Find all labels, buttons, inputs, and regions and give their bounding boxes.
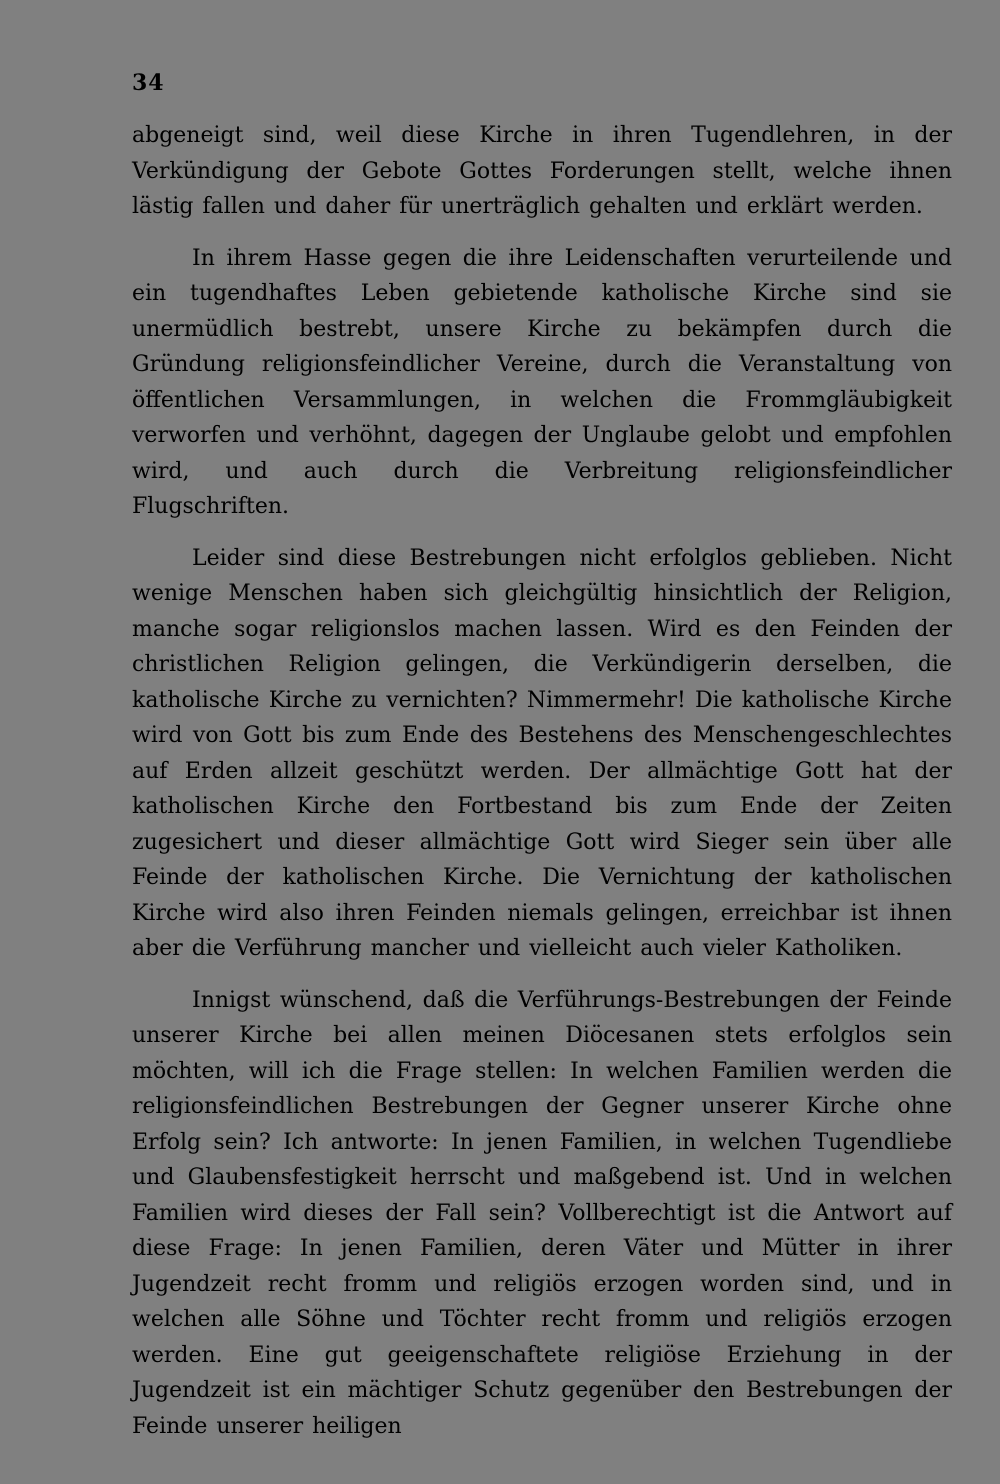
paragraph-4: Innigst wünschend, daß die Verführungs-Bestrebungen der Feinde unserer Kirche bei allen meinen Diöcesanen stets erfolglos sein möchten, will ich die Frage stellen: In welchen Familien werden die religionsfeindlichen Bestrebungen der Gegner unserer Kirche ohne Erfolg sein? Ich antworte: In jenen Familien, in welchen Tugendliebe und Glaubensfestigkeit herrscht und maßgebend ist. Und in welchen Familien wird dieses der Fall sein? Vollberechtigt ist die Antwort auf diese Frage: In jenen Familien, deren Väter und Mütter in ihrer Jugendzeit recht fromm und religiös erzogen worden sind, und in welchen alle Söhne und Töchter recht fromm und religiös erzogen werden. Eine gut geeigenschaftete religiöse Erziehung in der Jugendzeit ist ein mächtiger Schutz gegenüber den Bestrebungen der Feinde unserer heiligen [132, 987, 952, 1439]
paragraph-3: Leider sind diese Bestrebungen nicht erfolglos geblieben. Nicht wenige Menschen haben sich gleichgültig hinsichtlich der Religion, manche sogar religionslos machen lassen. Wird es den Feinden der christlichen Religion gelingen, die Verkündigerin derselben, die katholische Kirche zu vernichten? Nimmermehr! Die katholische Kirche wird von Gott bis zum Ende des Bestehens des Menschengeschlechtes auf Erden allzeit geschützt werden. Der allmächtige Gott hat der katholischen Kirche den Fortbestand bis zum Ende der Zeiten zugesichert und dieser allmächtige Gott wird Sieger sein über alle Feinde der katholischen Kirche. Die Vernichtung der katholischen Kirche wird also ihren Feinden niemals gelingen, erreichbar ist ihnen aber die Verführung mancher und vielleicht auch vieler Katholiken. [132, 545, 952, 961]
paragraph-1: abgeneigt sind, weil diese Kirche in ihren Tugendlehren, in der Verkündigung der Gebote Gottes Forderungen stellt, welche ihnen lästig fallen und daher für unerträglich gehalten und erklärt werden. [132, 123, 952, 219]
paragraph-2: In ihrem Hasse gegen die ihre Leidenschaften verurteilende und ein tugendhaftes Leben gebietende katholische Kirche sind sie unermüdlich bestrebt, unsere Kirche zu bekämpfen durch die Gründung religionsfeindlicher Vereine, durch die Veranstaltung von öffentlichen Versammlungen, in welchen die Frommgläubigkeit verworfen und verhöhnt, dagegen der Unglaube gelobt und empfohlen wird, und auch durch die Verbreitung religionsfeindlicher Flugschriften. [132, 245, 952, 519]
body-text [132, 118, 952, 1444]
page-number: 34 [132, 70, 165, 96]
